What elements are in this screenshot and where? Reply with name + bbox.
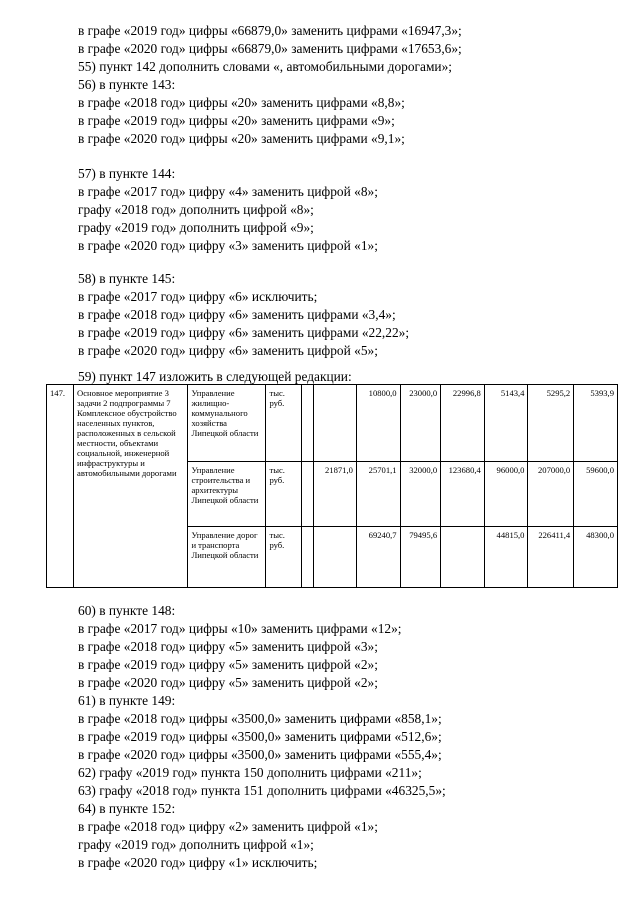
text-line: в графе «2018 год» цифру «6» заменить цифрами «3,4»; xyxy=(78,307,396,322)
text-line: в графе «2020 год» цифру «5» заменить цифрой «2»; xyxy=(78,675,378,690)
measure-description: Основное мероприятие 3 задачи 2 подпрограммы 7 Комплексное обустройство населенных пунктов, расположенных в сельской местности, объектами социальной, инженерной инфраструктуры и автомобильными дорогами xyxy=(74,385,188,588)
text-line: в графе «2018 год» цифры «20» заменить цифрами «8,8»; xyxy=(78,95,405,110)
text-line: в графе «2020 год» цифры «66879,0» заменить цифрами «17653,6»; xyxy=(78,41,462,56)
value-cell xyxy=(301,527,313,588)
text-line: в графе «2017 год» цифру «4» заменить цифрой «8»; xyxy=(78,184,378,199)
table-row xyxy=(47,385,618,462)
executor-cell: Управление строительства и архитектуры Липецкой области xyxy=(188,462,266,527)
value-cell: 207000,0 xyxy=(528,462,574,527)
text-line: в графе «2019 год» цифру «6» заменить цифрами «22,22»; xyxy=(78,325,410,340)
unit-cell: тыс. руб. xyxy=(266,385,301,462)
text-line: 60) в пункте 148: xyxy=(78,603,176,618)
text-line: в графе «2019 год» цифру «5» заменить цифрой «2»; xyxy=(78,657,378,672)
text-line: в графе «2019 год» цифры «66879,0» заменить цифрами «16947,3»; xyxy=(78,23,462,38)
text-line: в графе «2020 год» цифры «20» заменить цифрами «9,1»; xyxy=(78,131,405,146)
value-cell xyxy=(314,385,357,462)
value-cell: 25701,1 xyxy=(356,462,400,527)
text-line: графу «2019 год» дополнить цифрой «1»; xyxy=(78,837,314,852)
value-cell: 23000,0 xyxy=(400,385,441,462)
text-line: графу «2019 год» дополнить цифрой «9»; xyxy=(78,220,314,235)
value-cell xyxy=(314,527,357,588)
value-cell xyxy=(301,462,313,527)
value-cell: 59600,0 xyxy=(574,462,618,527)
executor-cell: Управление дорог и транспорта Липецкой области xyxy=(188,527,266,588)
unit-cell: тыс. руб. xyxy=(266,527,301,588)
text-line: 58) в пункте 145: xyxy=(78,271,176,286)
value-cell xyxy=(441,527,485,588)
program-table xyxy=(46,384,618,588)
value-cell: 5295,2 xyxy=(528,385,574,462)
text-line: 61) в пункте 149: xyxy=(78,693,176,708)
text-line: в графе «2020 год» цифру «6» заменить цифрой «5»; xyxy=(78,343,378,358)
row-number: 147. xyxy=(47,385,74,588)
text-line: в графе «2017 год» цифры «10» заменить цифрами «12»; xyxy=(78,621,402,636)
value-cell: 32000,0 xyxy=(400,462,441,527)
text-line: 64) в пункте 152: xyxy=(78,801,176,816)
text-line: в графе «2020 год» цифру «1» исключить; xyxy=(78,855,318,870)
text-line: в графе «2020 год» цифры «3500,0» заменить цифрами «555,4»; xyxy=(78,747,442,762)
text-line: в графе «2018 год» цифру «2» заменить цифрой «1»; xyxy=(78,819,378,834)
text-line: 59) пункт 147 изложить в следующей редакции: xyxy=(78,369,352,384)
value-cell: 123680,4 xyxy=(441,462,485,527)
value-cell: 79495,6 xyxy=(400,527,441,588)
value-cell: 10800,0 xyxy=(356,385,400,462)
value-cell: 44815,0 xyxy=(484,527,528,588)
executor-cell: Управление жилищно-коммунального хозяйства Липецкой области xyxy=(188,385,266,462)
value-cell: 21871,0 xyxy=(314,462,357,527)
value-cell: 22996,8 xyxy=(441,385,485,462)
text-line: графу «2018 год» дополнить цифрой «8»; xyxy=(78,202,314,217)
value-cell: 48300,0 xyxy=(574,527,618,588)
text-line: в графе «2018 год» цифру «5» заменить цифрой «3»; xyxy=(78,639,378,654)
text-line: в графе «2018 год» цифры «3500,0» заменить цифрами «858,1»; xyxy=(78,711,442,726)
text-line: 56) в пункте 143: xyxy=(78,77,176,92)
value-cell: 5393,9 xyxy=(574,385,618,462)
value-cell: 5143,4 xyxy=(484,385,528,462)
value-cell xyxy=(301,385,313,462)
text-line: 55) пункт 142 дополнить словами «, автомобильными дорогами»; xyxy=(78,59,453,74)
text-line: 63) графу «2018 год» пункта 151 дополнить цифрами «46325,5»; xyxy=(78,783,446,798)
value-cell: 226411,4 xyxy=(528,527,574,588)
text-line: в графе «2020 год» цифру «3» заменить цифрой «1»; xyxy=(78,238,378,253)
text-line: в графе «2019 год» цифры «20» заменить цифрами «9»; xyxy=(78,113,395,128)
text-line: в графе «2017 год» цифру «6» исключить; xyxy=(78,289,318,304)
text-line: 57) в пункте 144: xyxy=(78,166,176,181)
unit-cell: тыс. руб. xyxy=(266,462,301,527)
text-line: в графе «2019 год» цифры «3500,0» заменить цифрами «512,6»; xyxy=(78,729,442,744)
text-line: 62) графу «2019 год» пункта 150 дополнить цифрами «211»; xyxy=(78,765,422,780)
value-cell: 69240,7 xyxy=(356,527,400,588)
value-cell: 96000,0 xyxy=(484,462,528,527)
